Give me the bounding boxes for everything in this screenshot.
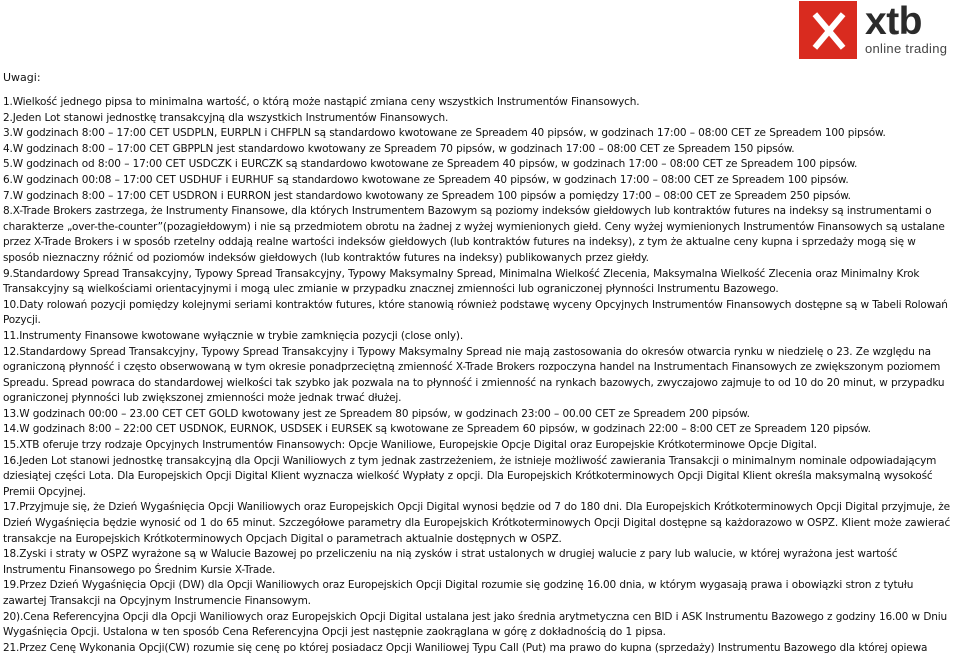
note-text: Przez Dzień Wygaśnięcia Opcji (DW) dla Opcji Waniliowych oraz Europejskich Opcji Digital rozumie się godzinę 16.00 dnia, w którym wygasają prawa i obowiązki stron z tytułu zawartej Transakcji na Opcyjnym Instrumencie Finansowym.	[3, 579, 914, 607]
note-text: Jeden Lot stanowi jednostkę transakcyjną dla wszystkich Instrumentów Finansowych.	[12, 111, 449, 124]
note-item	[3, 298, 955, 329]
note-item	[3, 111, 955, 127]
note-item	[3, 126, 955, 142]
note-text: W godzinach 8:00 – 17:00 CET GBPPLN jest standardowo kwotowany ze Spreadem 70 pipsów, w godzinach 17:00 – 08:00 CET ze Spreadem 150 pipsów.	[12, 142, 795, 155]
note-text: W godzinach 8:00 – 22:00 CET USDNOK, EURNOK, USDSEK i EURSEK są kwotowane ze Spreadem 60 pipsów, w godzinach 22:00 – 8:00 CET ze Spreadem 120 pipsów.	[19, 423, 871, 436]
note-text: W godzinach 8:00 – 17:00 CET USDRON i EURRON jest standardowo kwotowany ze Spreadem 100 pipsów a pomiędzy 17:00 – 08:00 CET ze Spreadem 250 pipsów.	[12, 189, 851, 202]
note-text: Wielkość jednego pipsa to minimalna wartość, o którą może nastąpić zmiana ceny wszystkich Instrumentów Finansowych.	[12, 96, 640, 108]
note-number: 16.	[3, 454, 20, 467]
note-text: W godzinach 00:08 – 17:00 CET USDHUF i EURHUF są standardowo kwotowane ze Spreadem 40 pipsów, w godzinach 17:00 – 08:00 CET ze Spreadem 100 pipsów.	[12, 173, 849, 186]
note-number: 12.	[3, 345, 20, 358]
notes-heading: Uwagi:	[3, 71, 41, 84]
note-item	[3, 641, 955, 657]
brand-name: xtb	[865, 0, 922, 43]
note-item	[3, 578, 955, 609]
note-number: 15.	[3, 439, 20, 452]
note-number: 11.	[3, 329, 20, 342]
note-text: Jeden Lot stanowi jednostkę transakcyjną dla Opcji Waniliowych z tym jednak zastrzeżeniem, że istnieje możliwość zawierania Transakcji o minimalnym nominale odpowiadającym dziesiątej części Lota. Dla Europejskich Opcji Digital Klient wyznacza wielkość Wypłaty z opcji. Dla Europejskich Krótkoterminowych Opcji Digital Klient określa maksymalną wysokość Premii Opcyjnej.	[3, 454, 937, 498]
note-item	[3, 610, 955, 641]
note-text: Zyski i straty w OSPZ wyrażone są w Walucie Bazowej po przeliczeniu na nią zysków i strat ustalonych w drugiej walucie z pary lub walucie, w której wyrażona jest wartość Instrumentu Finansowego po Średnim Kursie X-Trade.	[3, 548, 898, 576]
note-number: 20).	[3, 610, 24, 623]
note-item	[3, 547, 955, 578]
note-item	[3, 438, 955, 454]
note-item	[3, 157, 955, 173]
note-text: W godzinach 8:00 – 17:00 CET USDPLN, EURPLN i CHFPLN są standardowo kwotowane ze Spreadem 40 pipsów, w godzinach 17:00 – 08:00 CET ze Spreadem 100 pipsów.	[12, 127, 886, 140]
note-number: 6.	[3, 173, 13, 186]
note-item	[3, 407, 955, 423]
note-item	[3, 422, 955, 438]
note-text: XTB oferuje trzy rodzaje Opcyjnych Instrumentów Finansowych: Opcje Waniliowe, Europejskie Opcje Digital oraz Europejskie Krótkoterminowe Opcje Digital.	[19, 439, 817, 452]
note-number: 13.	[3, 407, 20, 420]
note-number: 18.	[3, 548, 20, 561]
note-number: 19.	[3, 579, 20, 592]
xtb-logo-text	[865, 1, 947, 55]
note-text: W godzinach od 8:00 – 17:00 CET USDCZK i EURCZK są standardowo kwotowane ze Spreadem 40 pipsów, w godzinach 17:00 – 08:00 CET ze Spreadem 100 pipsów.	[12, 158, 858, 171]
note-item	[3, 204, 955, 266]
note-number: 14.	[3, 423, 20, 436]
note-number: 17.	[3, 501, 20, 514]
note-number: 7.	[3, 189, 13, 202]
note-number: 5.	[3, 158, 13, 171]
note-item	[3, 345, 955, 407]
note-text: X-Trade Brokers zastrzega, że Instrumenty Finansowe, dla których Instrumentem Bazowym są poziomy indeksów giełdowych lub kontraktów futures na indeksy są instrumentami o charakterze „over-the-counter”(pozagiełdowym) i nie są przedmiotem obrotu na żadnej z wyżej wymienionych giełd. Ceny wyżej wymienionych Instrumentów Finansowych są ustalane przez X-Trade Brokers i w sposób rzetelny oddają realne wartości indeksów giełdowych (lub kontraktów futures na indeksy), z tym że aktualne ceny kupna i sprzedaży mogą się w sposób nieznaczny różnić od poziomów indeksów giełdowych (lub kontraktów futures na indeksy) publikowanych przez giełdy.	[3, 205, 945, 264]
note-item	[3, 95, 955, 111]
note-text: Standardowy Spread Transakcyjny, Typowy Spread Transakcyjny i Typowy Maksymalny Spread nie mają zastosowania do okresów otwarcia rynku w niedzielę o 23. Ze względu na ograniczoną płynność i często obserwowaną w tym okresie ponadprzeciętną zmienność X-Trade Brokers rozpoczyna handel na Instrumentach Finansowych ze zwiększonym poziomem Spreadu. Spread powraca do standardowej wielkości tak szybko jak pozwala na to płynność i zmienność na rynkach bazowych, zwyczajowo zajmuje to od 10 do 20 minut, w przypadku ograniczonej płynności lub zwiększonej zmienności może jednak trwać dłużej.	[3, 345, 945, 405]
note-text: Cena Referencyjna Opcji dla Opcji Waniliowych oraz Europejskich Opcji Digital ustalana jest jako średnia arytmetyczna cen BID i ASK Instrumentu Bazowego z godziny 16.00 w Dniu Wygaśnięcia Opcji. Ustalona w ten sposób Cena Referencyjna Opcji jest następnie zaokrąglana w górę z dokładnością do 1 pipsa.	[3, 610, 947, 639]
xtb-logo-mark-icon	[799, 1, 857, 59]
note-text: Daty rolowań pozycji pomiędzy kolejnymi seriami kontraktów futures, które stanowią również podstawę wyceny Opcyjnych Instrumentów Finansowych dostępne są w Tabeli Rolowań Pozycji.	[3, 298, 948, 327]
note-item	[3, 454, 955, 501]
note-item	[3, 189, 955, 205]
note-item	[3, 173, 955, 189]
note-item	[3, 329, 955, 345]
note-number: 10.	[3, 298, 20, 311]
note-text: Standardowy Spread Transakcyjny, Typowy Spread Transakcyjny, Typowy Maksymalny Spread, Minimalna Wielkość Zlecenia, Maksymalna Wielkość Zlecenia oraz Minimalny Krok Transakcyjny są wielkościami orientacyjnymi i mogą ulec zmianie w przypadku znacznej zmienności lub ograniczonej płynności Instrumentu Bazowego.	[3, 267, 920, 296]
note-text: W godzinach 00:00 – 23.00 CET CET GOLD kwotowany jest ze Spreadem 80 pipsów, w godzinach 23:00 – 00.00 CET ze Spreadem 200 pipsów.	[19, 407, 750, 420]
note-number: 3.	[3, 127, 13, 140]
note-number: 21.	[3, 641, 20, 654]
note-item	[3, 142, 955, 158]
note-number: 4.	[3, 142, 13, 155]
notes-list	[3, 95, 955, 656]
brand-tagline: online trading	[865, 41, 948, 56]
note-item	[3, 500, 955, 547]
note-text: Przyjmuje się, że Dzień Wygaśnięcia Opcji Waniliowych oraz Europejskich Opcji Digital wynosi będzie od 7 do 180 dni. Dla Europejskich Krótkoterminowych Opcji Digital przyjmuje, że Dzień Wygaśnięcia będzie wynosić od 1 do 65 minut. Szczegółowe parametry dla Europejskich Krótkoterminowych Opcji Digital dostępne są każdorazowo w OSPZ. Klient może zawierać transakcje na Europejskich Krótkoterminowych Opcjach Digital o parametrach aktualnie dostępnych w OSPZ.	[3, 501, 951, 545]
note-number: 8.	[3, 205, 13, 218]
note-item	[3, 267, 955, 298]
note-text: Przez Cenę Wykonania Opcji(CW) rozumie się cenę po której posiadacz Opcji Waniliowej Typu Call (Put) ma prawo do kupna (sprzedaży) Instrumentu Bazowego dla której opiewa	[19, 641, 928, 654]
note-text: Instrumenty Finansowe kwotowane wyłącznie w trybie zamknięcia pozycji (close only).	[19, 329, 463, 342]
note-number: 1.	[3, 96, 13, 108]
xtb-logo	[799, 1, 952, 60]
note-number: 2.	[3, 111, 13, 124]
note-number: 9.	[3, 267, 13, 280]
